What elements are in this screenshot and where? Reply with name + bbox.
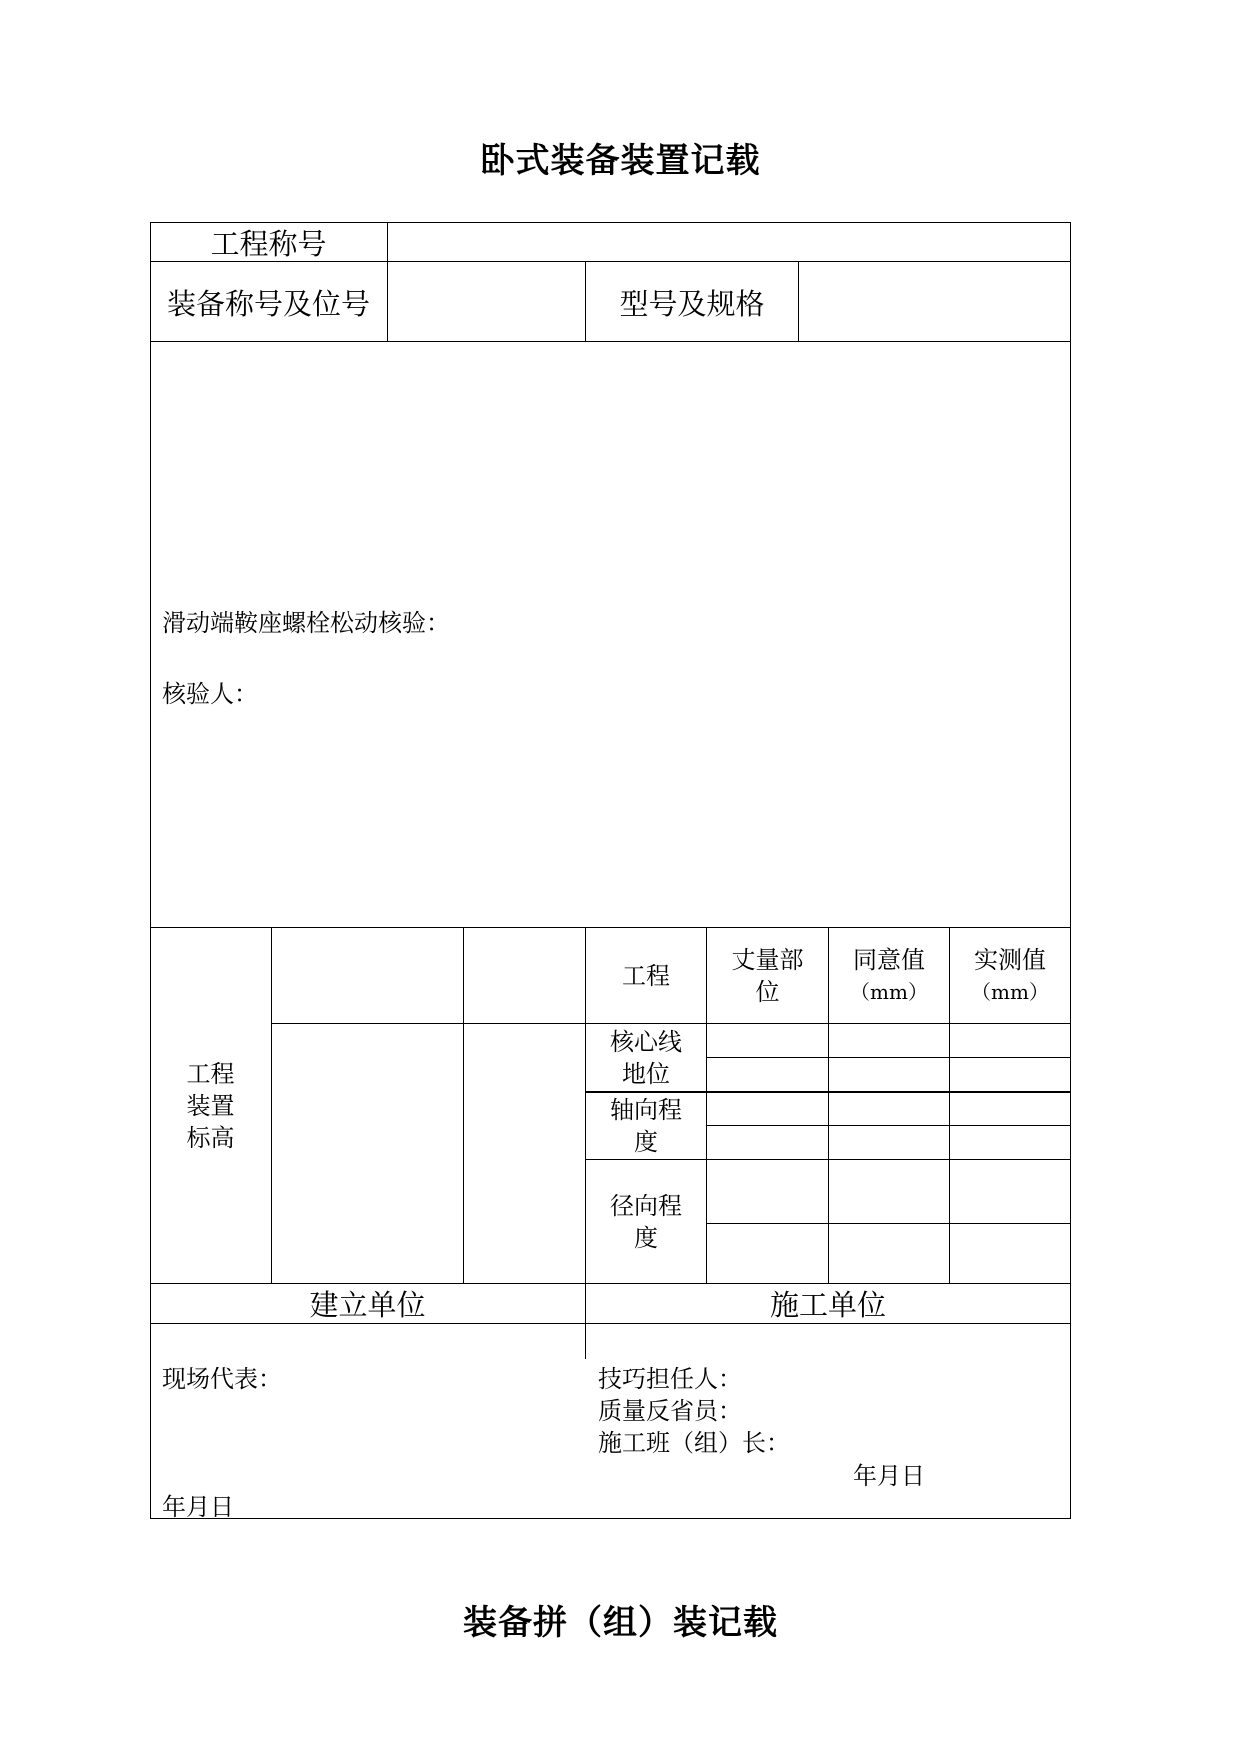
item-line: 地位 [622,1059,670,1088]
bolt-check-label: 滑动端鞍座螺栓松动核验： [162,609,450,637]
installation-record-form [150,222,1071,1519]
elevation-row-label [150,928,271,1283]
equipment-label: 装备称号及位号 [166,286,370,321]
item-radial-level [586,1160,706,1283]
item-line: 度 [634,1223,658,1252]
col-header-item: 工程 [622,961,670,990]
col-header-allowed [829,928,949,1023]
foreman-label: 施工班（组）长： [598,1429,790,1457]
divider [706,1125,1071,1126]
contractor-header: 施工单位 [769,1288,886,1322]
col-header-line: （mm） [850,979,928,1004]
contractor-date: 年月日 [853,1462,925,1490]
tech-lead-label: 技巧担任人： [598,1365,742,1393]
item-center-position [586,1024,706,1091]
col-header-line: 位 [755,977,780,1006]
border-left [150,222,151,1519]
model-field[interactable] [799,262,1070,342]
equipment-field[interactable] [388,262,585,342]
divider [706,1057,1071,1058]
divider [706,1223,1071,1224]
elevation-label-line: 装置 [186,1091,235,1120]
qc-inspector-label: 质量反省员： [598,1397,742,1425]
border-bottom [150,1518,1071,1519]
owner-header: 建立单位 [309,1288,426,1322]
col-header-line: 丈量部 [731,945,804,974]
owner-date: 年月日 [162,1493,234,1521]
border-right [1070,222,1071,1519]
item-line: 径向程 [610,1191,682,1220]
col-header-measured [950,928,1070,1023]
elevation-label-line: 标高 [186,1123,235,1152]
col-header-line: 实测值 [974,945,1046,974]
item-line: 度 [634,1128,658,1156]
owner-rep-label: 现场代表： [162,1365,282,1393]
item-line: 轴向程 [610,1096,682,1124]
inspector-label: 核验人： [162,680,258,708]
elevation-label-line: 工程 [186,1059,235,1088]
divider [150,1323,1071,1324]
divider [271,927,272,1283]
page-title: 卧式装备装置记载 [480,141,761,181]
col-header-line: 同意值 [853,945,925,974]
col-header-position [707,928,828,1023]
item-axial-level [586,1093,706,1159]
col-header-line: （mm） [971,979,1049,1004]
item-line: 核心线 [610,1027,682,1056]
project-name-label: 工程称号 [210,226,327,261]
model-label: 型号及规格 [619,286,765,321]
project-name-field[interactable] [388,222,1070,262]
next-section-title: 装备拼（组）装记载 [463,1603,778,1643]
divider [463,927,464,1283]
